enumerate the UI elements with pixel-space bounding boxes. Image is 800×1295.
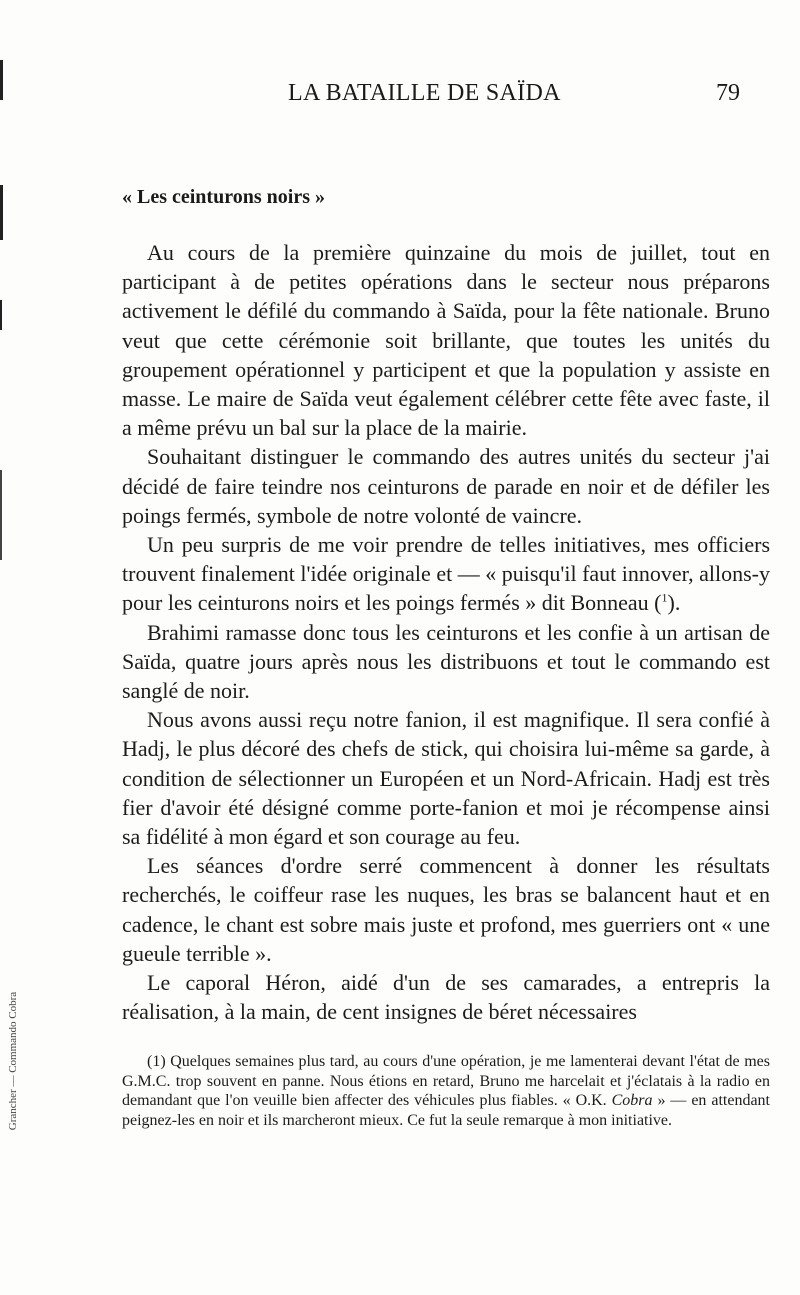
body-text bbox=[122, 238, 770, 1026]
footnote-text-end: » — en attendant peignez-les en noir et ils marcheront mieux. Ce fut la seule remarque à mon initiative. bbox=[122, 1092, 770, 1129]
scan-edge-mark bbox=[0, 470, 2, 560]
footnote-reference[interactable]: 1 bbox=[661, 591, 668, 606]
paragraph: Nous avons aussi reçu notre fanion, il est magnifique. Il sera confié à Hadj, le plus décoré des chefs de stick, qui choisira lui-même sa garde, à condition de sélectionner un Européen et un Nord-Africain. Hadj est très fier d'avoir été désigné comme porte-fanion et moi je récompense ainsi sa fidélité à mon égard et son courage au feu. bbox=[122, 707, 770, 850]
paragraph: Brahimi ramasse donc tous les ceinturons et les confie à un artisan de Saïda, quatre jours après nous les distribuons et tout le commando est sanglé de noir. bbox=[122, 619, 770, 704]
paragraph: Le caporal Héron, aidé d'un de ses camarades, a entrepris la réalisation, à la main, de cent insignes de béret nécessaires bbox=[122, 970, 770, 1025]
paragraph: Les séances d'ordre serré commencent à donner les résultats recherchés, le coiffeur rase les nuques, les bras se balancent haut et en cadence, le chant est sobre mais juste et profond, mes guerriers ont « une gueule terrible ». bbox=[122, 853, 770, 966]
paragraph bbox=[122, 530, 770, 618]
footnote-italic: Cobra bbox=[611, 1092, 653, 1110]
running-title: LA BATAILLE DE SAÏDA bbox=[288, 80, 561, 106]
footnote bbox=[122, 1052, 770, 1130]
paragraph-tail: ). bbox=[667, 590, 681, 616]
margin-credit: Grancher — Commando Cobra bbox=[7, 991, 19, 1131]
page-number: 79 bbox=[716, 80, 740, 106]
paragraph-text: Un peu surpris de me voir prendre de telles initiatives, mes officiers trouvent finalement l'idée originale et — « puisqu'il faut innover, allons-y pour les ceinturons noirs et les poings fermés » dit Bonneau ( bbox=[122, 532, 770, 616]
footnote-text-start: (1) Quelques semaines plus tard, au cours d'une opération, je me lamenterai devant l'état de mes G.M.C. trop souvent en panne. Nous étions en retard, Bruno me harcelait et j'éclatais à la radio en demandant que l'on veuille bien affecter des véhicules plus fiables. « O.K. bbox=[122, 1053, 770, 1110]
section-title: « Les ceinturons noirs » bbox=[122, 186, 325, 208]
scan-edge-mark bbox=[0, 185, 3, 240]
footnote-text bbox=[122, 1052, 770, 1130]
scan-edge-mark bbox=[0, 60, 3, 100]
paragraph: Souhaitant distinguer le commando des autres unités du secteur j'ai décidé de faire teindre nos ceinturons de parade en noir et de défiler les poings fermés, symbole de notre volonté de vaincre. bbox=[122, 444, 770, 528]
scan-edge-mark bbox=[0, 300, 2, 330]
paragraph: Au cours de la première quinzaine du mois de juillet, tout en participant à de petites opérations dans le secteur nous préparons activement le défilé du commando à Saïda, pour la fête nationale. Bruno veut que cette cérémonie soit brillante, que toutes les unités du groupement opérationnel y participent et que la population y assiste en masse. Le maire de Saïda veut également célébrer cette fête avec faste, il a même prévu un bal sur la place de la mairie. bbox=[122, 240, 770, 441]
